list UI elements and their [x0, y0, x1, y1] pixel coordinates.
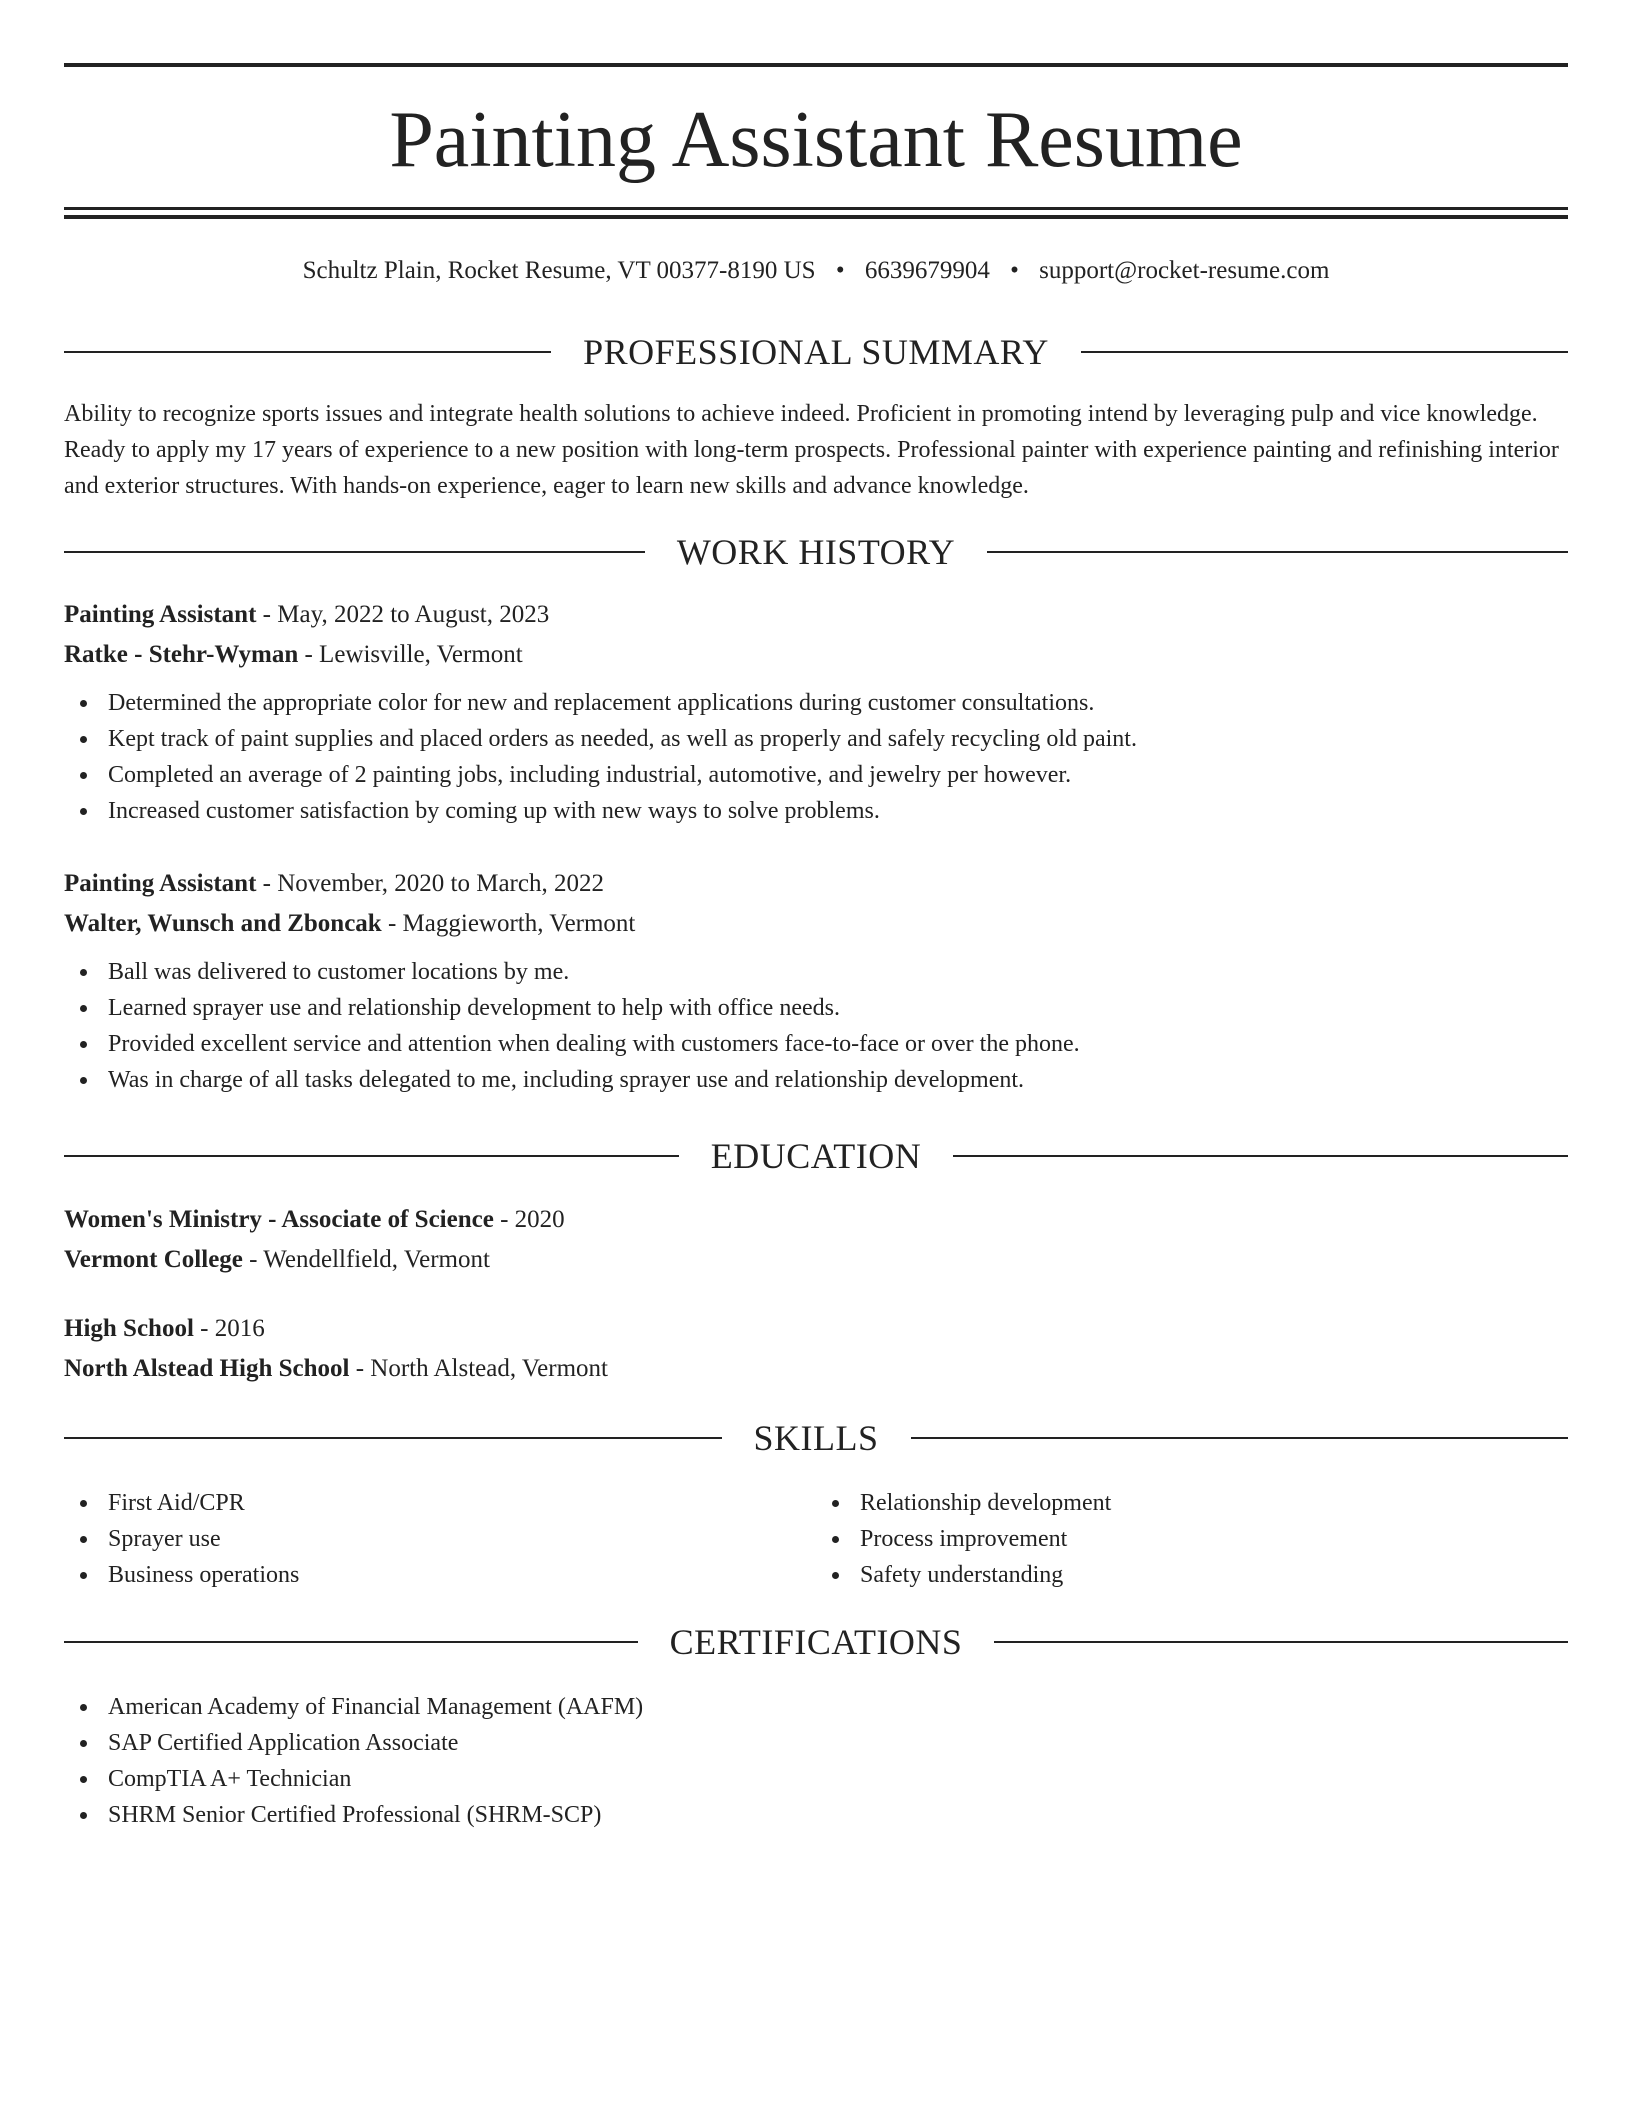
education-year: - 2016: [193, 1315, 265, 1342]
education-year: - 2020: [493, 1206, 565, 1233]
education-school: North Alstead High School: [64, 1355, 350, 1382]
job-dates: - November, 2020 to March, 2022: [256, 870, 604, 897]
job-entry: [64, 595, 1568, 829]
job-location: - Maggieworth, Vermont: [381, 910, 636, 937]
list-item: Safety understanding: [816, 1557, 1568, 1593]
list-item: Learned sprayer use and relationship development to help with office needs.: [64, 990, 1568, 1026]
skills-grid: [64, 1485, 1568, 1593]
list-item: Process improvement: [816, 1521, 1568, 1557]
education-degree-line: [64, 1200, 1568, 1240]
education-degree: High School: [64, 1315, 194, 1342]
list-item: Determined the appropriate color for new and replacement applications during customer consultations.: [64, 685, 1568, 721]
section-heading-education: [64, 1136, 1568, 1176]
education-degree-line: [64, 1309, 1568, 1349]
section-title: CERTIFICATIONS: [669, 1622, 963, 1662]
heading-rule: [987, 551, 1568, 553]
job-location: - Lewisville, Vermont: [298, 641, 523, 668]
summary-text: Ability to recognize sports issues and integrate health solutions to achieve indeed. Proficient in promoting intend by leveraging pulp and vice knowledge. Ready to apply my 17 years of experience to a new position with long-term prospects. Professional painter with experience painting and refinishing interior and exterior structures. With hands-on experience, eager to learn new skills and advance knowledge.: [64, 401, 1559, 499]
heading-rule: [64, 351, 551, 353]
list-item: SHRM Senior Certified Professional (SHRM-SCP): [64, 1797, 1568, 1833]
education-location: - North Alstead, Vermont: [349, 1355, 608, 1382]
job-title: Painting Assistant: [64, 601, 257, 628]
section-title: SKILLS: [753, 1418, 879, 1458]
education-location: - Wendellfield, Vermont: [242, 1246, 490, 1273]
list-item: Sprayer use: [64, 1521, 816, 1557]
certifications-block: [64, 1689, 1568, 1833]
heading-rule: [994, 1641, 1568, 1643]
certifications-list: [64, 1689, 1568, 1833]
section-heading-summary: [64, 332, 1568, 372]
title-double-rule: [64, 207, 1568, 219]
list-item: Increased customer satisfaction by coming up with new ways to solve problems.: [64, 793, 1568, 829]
job-company: Walter, Wunsch and Zboncak: [64, 910, 382, 937]
section-title: EDUCATION: [710, 1136, 922, 1176]
resume-title: Painting Assistant Resume: [389, 96, 1243, 184]
job-dates: - May, 2022 to August, 2023: [256, 601, 550, 628]
contact-phone: 6639679904: [864, 257, 990, 284]
skills-column-right: [816, 1485, 1568, 1593]
heading-rule: [64, 1641, 638, 1643]
section-heading-skills: [64, 1418, 1568, 1458]
job-entry: [64, 864, 1568, 1098]
heading-rule: [1081, 351, 1568, 353]
job-title: Painting Assistant: [64, 870, 257, 897]
job-company-line: [64, 635, 1568, 675]
education-school: Vermont College: [64, 1246, 243, 1273]
section-heading-work: [64, 532, 1568, 572]
contact-separator: •: [835, 257, 845, 284]
education-degree: Women's Ministry - Associate of Science: [64, 1206, 494, 1233]
heading-rule: [911, 1437, 1569, 1439]
heading-rule: [64, 1437, 722, 1439]
education-entry: [64, 1200, 1568, 1280]
job-title-line: [64, 864, 1568, 904]
list-item: Completed an average of 2 painting jobs, including industrial, automotive, and jewelry per however.: [64, 757, 1568, 793]
education-entry: [64, 1309, 1568, 1389]
heading-rule: [64, 551, 645, 553]
job-company: Ratke - Stehr-Wyman: [64, 641, 299, 668]
education-school-line: [64, 1240, 1568, 1280]
job-company-line: [64, 904, 1568, 944]
skills-column-left: [64, 1485, 816, 1593]
contact-email: support@rocket-resume.com: [1039, 257, 1330, 284]
top-rule: [64, 63, 1568, 67]
heading-rule: [64, 1155, 679, 1157]
heading-rule: [953, 1155, 1568, 1157]
education-school-line: [64, 1349, 1568, 1389]
job-title-line: [64, 595, 1568, 635]
list-item: CompTIA A+ Technician: [64, 1761, 1568, 1797]
list-item: Kept track of paint supplies and placed orders as needed, as well as properly and safely recycling old paint.: [64, 721, 1568, 757]
section-title: PROFESSIONAL SUMMARY: [583, 332, 1049, 372]
contact-separator: •: [1010, 257, 1019, 284]
contact-line: [64, 254, 1568, 288]
list-item: SAP Certified Application Associate: [64, 1725, 1568, 1761]
list-item: First Aid/CPR: [64, 1485, 816, 1521]
list-item: Business operations: [64, 1557, 816, 1593]
section-title: WORK HISTORY: [676, 532, 956, 572]
section-heading-certifications: [64, 1622, 1568, 1662]
job-bullets: [64, 954, 1568, 1098]
job-bullets: [64, 685, 1568, 829]
list-item: Relationship development: [816, 1485, 1568, 1521]
list-item: Provided excellent service and attention when dealing with customers face-to-face or over the phone.: [64, 1026, 1568, 1062]
summary-block: [64, 396, 1568, 504]
contact-address: Schultz Plain, Rocket Resume, VT 00377-8190 US: [302, 257, 816, 284]
list-item: Was in charge of all tasks delegated to me, including sprayer use and relationship development.: [64, 1062, 1568, 1098]
list-item: American Academy of Financial Management (AAFM): [64, 1689, 1568, 1725]
list-item: Ball was delivered to customer locations by me.: [64, 954, 1568, 990]
